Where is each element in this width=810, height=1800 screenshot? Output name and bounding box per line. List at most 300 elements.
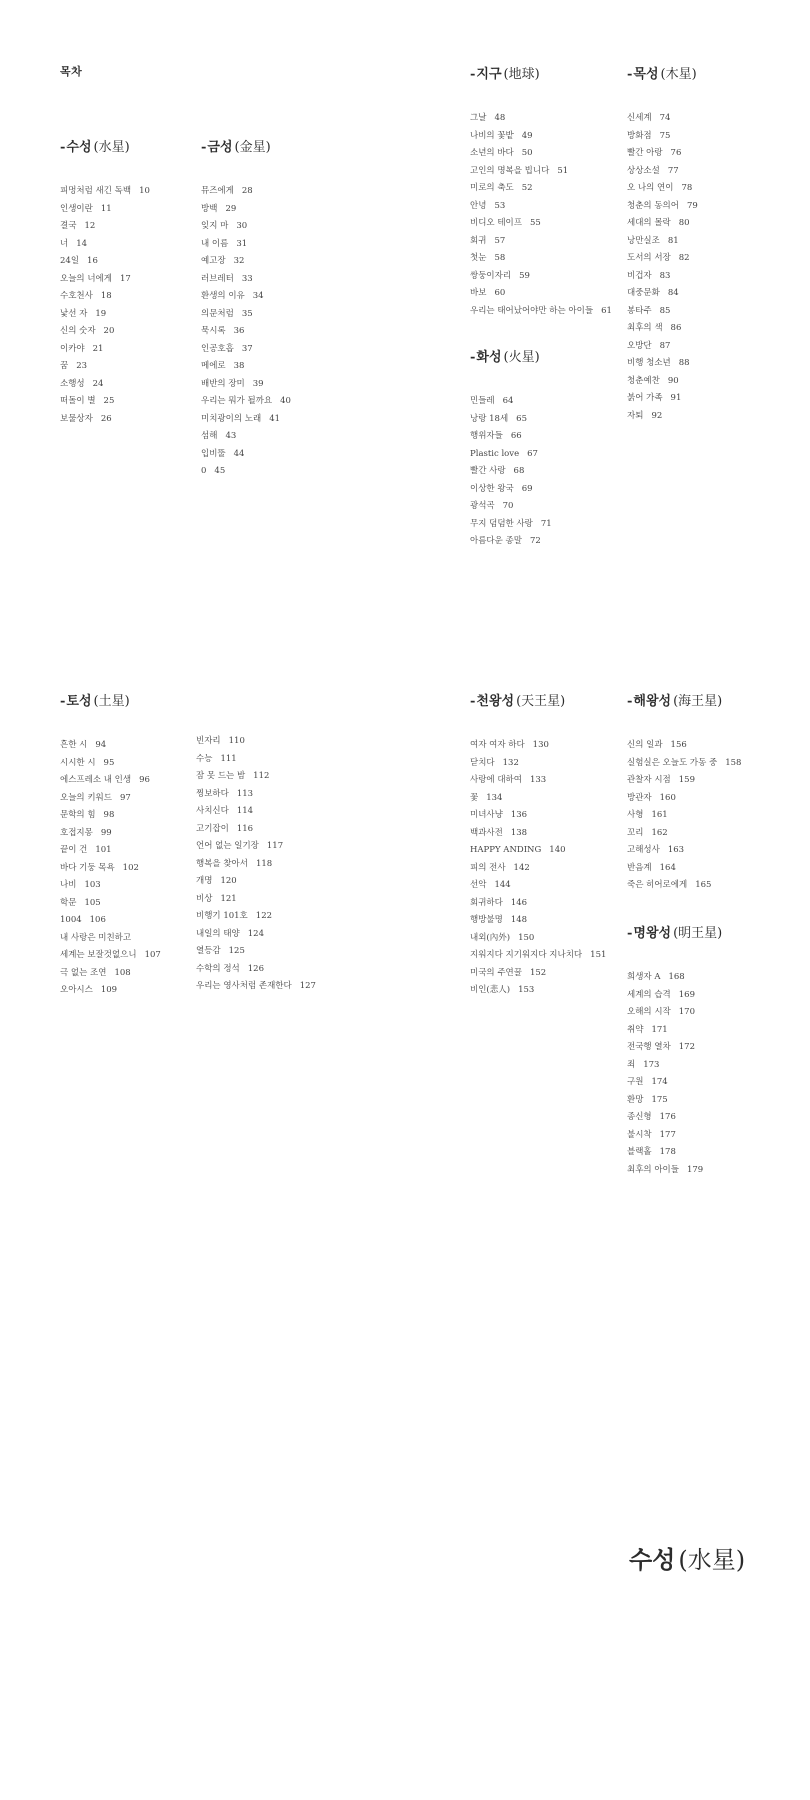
toc-entry-title: 행위자들 <box>470 431 503 441</box>
toc-entry-page: 101 <box>95 845 112 855</box>
section-hanja: (海王星) <box>673 694 723 709</box>
toc-entry-title: 예고장 <box>201 256 226 266</box>
toc-entry-title: 선악 <box>470 880 487 890</box>
toc-entry <box>627 233 698 251</box>
section-dash: - <box>627 926 633 941</box>
toc-entry-page: 175 <box>651 1094 668 1105</box>
toc-entry <box>201 218 291 236</box>
toc-entry <box>60 807 161 825</box>
toc-entry-page: 150 <box>518 932 535 943</box>
section-hanja: (天王星) <box>516 694 566 709</box>
toc-entry <box>627 198 698 216</box>
section-name: 수성 <box>66 140 92 155</box>
toc-entry <box>470 128 612 146</box>
toc-entry <box>60 341 150 359</box>
toc-entry-title: 인공호흡 <box>201 343 234 354</box>
toc-entry-title: 봉타주 <box>627 305 652 316</box>
toc-entry <box>627 755 741 773</box>
toc-entry-page: 28 <box>241 186 253 196</box>
toc-entry <box>470 180 612 198</box>
toc-entry-page: 40 <box>280 396 291 406</box>
toc-entry <box>60 376 150 394</box>
toc-entry-title: 미녀사냥 <box>470 810 503 820</box>
toc-entry <box>627 180 698 198</box>
toc-entry <box>470 533 552 551</box>
toc-entry <box>470 163 612 181</box>
toc-entry <box>201 271 291 289</box>
toc-entry-page: 126 <box>247 963 264 974</box>
toc-entry <box>470 842 606 860</box>
section-dash: - <box>201 140 207 155</box>
toc-entry <box>60 790 161 808</box>
toc-list <box>201 183 291 481</box>
toc-entry-page: 177 <box>659 1129 676 1140</box>
toc-entry-page: 140 <box>549 845 566 855</box>
toc-entry <box>201 288 291 306</box>
toc-entry-page: 74 <box>659 113 671 123</box>
toc-entry-page: 85 <box>659 305 671 316</box>
toc-entry-title: 붉어 가족 <box>627 393 663 403</box>
toc-entry-page: 164 <box>659 862 676 873</box>
toc-entry-page: 21 <box>92 343 104 354</box>
toc-entry-page: 87 <box>659 340 671 351</box>
toc-entry-page: 176 <box>659 1112 676 1122</box>
toc-entry-title: 호접지몽 <box>60 827 93 838</box>
toc-entry-page: 130 <box>532 740 549 750</box>
toc-entry <box>627 772 741 790</box>
section-suseong <box>60 136 150 428</box>
toc-entry-page: 125 <box>228 946 245 956</box>
toc-entry <box>470 755 606 773</box>
section-header <box>470 63 612 82</box>
toc-entry <box>627 1144 722 1162</box>
section-hanja: (金星) <box>234 140 271 155</box>
toc-entry-page: 156 <box>670 740 687 750</box>
toc-entry <box>201 411 291 429</box>
toc-entry <box>627 285 698 303</box>
toc-entry-title: 내외(內外) <box>470 932 511 943</box>
section-name: 토성 <box>66 694 92 709</box>
toc-entry-page: 17 <box>119 273 131 284</box>
section-name: 명왕성 <box>633 926 672 941</box>
toc-entry-page: 33 <box>241 273 253 284</box>
toc-entry-page: 82 <box>678 253 690 263</box>
toc-entry <box>470 737 606 755</box>
toc-entry-page: 59 <box>519 270 530 281</box>
toc-entry <box>627 1162 722 1180</box>
toc-entry-title: 환생의 이유 <box>201 291 245 301</box>
toc-entry-page: 48 <box>494 113 506 123</box>
toc-entry <box>627 338 698 356</box>
toc-entry <box>470 110 612 128</box>
toc-entry <box>60 218 150 236</box>
toc-entry-page: 106 <box>89 915 106 925</box>
toc-entry-page: 78 <box>681 183 693 193</box>
toc-entry-title: 시시한 시 <box>60 757 96 768</box>
toc-entry <box>627 969 722 987</box>
toc-entry-title: 오늘의 너에게 <box>60 273 112 284</box>
toc-entry-page: 158 <box>725 757 742 768</box>
toc-list <box>196 733 316 996</box>
toc-entry-title: 이상한 왕국 <box>470 483 514 494</box>
toc-list <box>627 737 741 895</box>
toc-entry <box>470 268 612 286</box>
toc-entry-page: 99 <box>100 827 112 838</box>
toc-entry <box>60 912 161 930</box>
toc-entry-page: 179 <box>686 1164 704 1175</box>
toc-entry <box>470 807 606 825</box>
toc-entry-title: 입비뚤 <box>201 448 226 459</box>
toc-entry <box>196 926 316 944</box>
toc-entry-title: 실험실은 오늘도 가동 중 <box>627 757 718 768</box>
toc-entry <box>196 856 316 874</box>
toc-entry-title: 청춘예찬 <box>627 375 660 386</box>
toc-entry-title: 무지 덤덤한 사랑 <box>470 518 533 529</box>
toc-entry-title: 의문처럼 <box>201 308 234 319</box>
toc-entry <box>60 358 150 376</box>
toc-entry-page: 133 <box>529 775 547 785</box>
toc-entry-page: 79 <box>686 200 698 211</box>
toc-entry-page: 159 <box>678 775 695 785</box>
toc-entry-page: 92 <box>651 410 663 421</box>
section-hanja: (火星) <box>503 350 540 365</box>
toc-entry-title: 내 사랑은 미친하고 <box>60 932 132 943</box>
toc-entry-title: 죽은 히어로에게 <box>627 880 688 890</box>
toc-entry <box>196 803 316 821</box>
toc-entry-title: 찡보하다 <box>196 788 229 799</box>
toc-entry-title: 꽃 <box>470 792 479 803</box>
toc-entry-title: 수학의 정석 <box>196 963 240 974</box>
toc-entry-page: 161 <box>651 810 668 820</box>
toc-entry-page: 18 <box>100 291 112 301</box>
toc-entry <box>470 982 606 1000</box>
section-toseong-continued <box>196 690 316 996</box>
toc-entry <box>470 481 552 499</box>
toc-entry <box>627 825 741 843</box>
toc-entry <box>470 790 606 808</box>
toc-entry-page: 24 <box>92 378 104 389</box>
toc-entry <box>196 908 316 926</box>
toc-entry-title: 사형 <box>627 810 644 820</box>
toc-entry <box>627 320 698 338</box>
toc-entry-page: 60 <box>494 288 506 298</box>
toc-entry <box>201 201 291 219</box>
toc-entry <box>60 860 161 878</box>
toc-entry-page: 26 <box>100 413 112 424</box>
toc-entry-page: 95 <box>103 757 115 768</box>
toc-entry-page: 152 <box>529 967 547 978</box>
toc-entry-title: 수능 <box>196 753 213 764</box>
toc-entry-title: 방관자 <box>627 792 652 803</box>
section-dash: - <box>470 67 476 82</box>
toc-list <box>470 737 606 1000</box>
toc-entry <box>60 947 161 965</box>
toc-entry-title: 세대의 몰락 <box>627 218 671 228</box>
toc-entry-page: 39 <box>252 378 264 389</box>
toc-entry-page: 52 <box>521 183 533 193</box>
toc-entry-page: 32 <box>233 256 245 266</box>
toc-entry <box>196 978 316 996</box>
toc-entry-title: 구원 <box>627 1077 644 1087</box>
toc-entry <box>201 446 291 464</box>
toc-entry-page: 109 <box>100 985 118 995</box>
toc-entry-title: 0 <box>201 466 207 476</box>
section-header <box>627 922 722 941</box>
toc-entry <box>196 821 316 839</box>
toc-entry <box>60 183 150 201</box>
toc-entry-title: 도서의 서장 <box>627 253 671 263</box>
toc-entry-title: 비행기 101호 <box>196 911 248 921</box>
toc-entry-page: 121 <box>220 893 237 904</box>
toc-entry-page: 44 <box>233 448 245 459</box>
toc-entry <box>196 768 316 786</box>
section-header <box>60 136 150 155</box>
toc-entry-page: 61 <box>601 305 612 316</box>
toc-entry-title: 열등감 <box>196 946 221 956</box>
toc-entry-page: 178 <box>659 1147 676 1157</box>
toc-entry-page: 38 <box>233 361 245 371</box>
toc-entry <box>627 303 698 321</box>
toc-entry-title: 잊지 마 <box>201 221 229 231</box>
toc-entry <box>470 912 606 930</box>
toc-entry <box>470 233 612 251</box>
toc-entry-page: 34 <box>252 291 264 301</box>
toc-entry <box>60 930 161 948</box>
toc-entry <box>627 355 698 373</box>
toc-entry-title: 상상소설 <box>627 165 660 176</box>
toc-entry <box>60 825 161 843</box>
toc-entry-page: 110 <box>228 736 245 746</box>
toc-entry-title: 첫눈 <box>470 253 487 263</box>
toc-entry-title: 묵시록 <box>201 326 226 336</box>
toc-entry-page: 75 <box>659 130 671 141</box>
toc-entry-title: 세계의 습격 <box>627 989 671 1000</box>
toc-entry-title: 백과사전 <box>470 827 503 838</box>
toc-entry <box>470 965 606 983</box>
toc-entry-page: 165 <box>695 880 712 890</box>
toc-entry <box>627 250 698 268</box>
toc-entry-title: 신의 숫자 <box>60 326 96 336</box>
toc-entry-page: 45 <box>214 466 226 476</box>
toc-entry <box>201 183 291 201</box>
toc-entry-page: 31 <box>236 238 248 249</box>
toc-entry <box>627 877 741 895</box>
toc-entry <box>201 323 291 341</box>
toc-entry-page: 120 <box>220 876 237 886</box>
toc-entry-page: 50 <box>521 148 533 158</box>
toc-entry <box>470 772 606 790</box>
toc-entry-title: 보물상자 <box>60 413 93 424</box>
toc-entry-title: 개명 <box>196 876 213 886</box>
toc-entry <box>470 411 552 429</box>
toc-entry-title: 낯선 자 <box>60 308 88 319</box>
toc-entry-page: 80 <box>678 218 690 228</box>
toc-entry-page: 173 <box>643 1059 660 1070</box>
toc-entry-page: 57 <box>494 235 506 246</box>
toc-entry-title: 미국의 주연꿀 <box>470 967 522 978</box>
section-header <box>470 346 552 365</box>
toc-entry <box>60 236 150 254</box>
toc-entry-page: 69 <box>521 483 533 494</box>
section-hanja: (土星) <box>93 694 130 709</box>
toc-entry-title: 흔한 시 <box>60 740 88 750</box>
toc-entry-page: 163 <box>667 845 685 855</box>
toc-entry-page: 117 <box>266 841 284 851</box>
toc-entry <box>60 877 161 895</box>
toc-entry-title: 사랑에 대하여 <box>470 775 522 785</box>
toc-entry-title: 학문 <box>60 897 77 908</box>
toc-entry-title: 인생이란 <box>60 203 93 214</box>
toc-entry-page: 169 <box>678 989 695 1000</box>
toc-entry <box>627 408 698 426</box>
toc-entry-title: 방백 <box>201 203 218 214</box>
toc-entry <box>627 1039 722 1057</box>
toc-entry-page: 105 <box>84 897 101 908</box>
toc-entry <box>470 463 552 481</box>
toc-entry-title: 피멍처럼 새긴 독백 <box>60 186 132 196</box>
toc-entry-title: 나비의 꽃밭 <box>470 130 514 141</box>
toc-entry <box>627 987 722 1005</box>
section-header <box>627 690 741 709</box>
toc-entry-page: 19 <box>95 308 107 319</box>
section-name: 천왕성 <box>476 694 515 709</box>
toc-entry-title: 잠 못 드는 밤 <box>196 771 246 781</box>
toc-entry-page: 81 <box>667 235 679 246</box>
page-title: 목차 <box>60 65 83 78</box>
toc-entry-page: 36 <box>233 326 245 336</box>
toc-entry-title: 꿈 <box>60 361 69 371</box>
toc-entry-title: 블랙홀 <box>627 1147 652 1157</box>
toc-entry <box>60 393 150 411</box>
toc-entry <box>60 288 150 306</box>
toc-entry <box>60 411 150 429</box>
toc-entry-title: 방화점 <box>627 130 652 141</box>
section-jigu <box>470 63 612 320</box>
toc-entry <box>470 250 612 268</box>
toc-entry-title: 희생자 A <box>627 972 661 982</box>
toc-entry-title: 신세계 <box>627 113 652 123</box>
toc-entry-title: 결국 <box>60 221 77 231</box>
toc-entry <box>627 373 698 391</box>
toc-entry-page: 118 <box>255 858 273 869</box>
toc-entry <box>60 842 161 860</box>
toc-entry-page: 108 <box>114 967 131 978</box>
toc-entry-page: 66 <box>510 431 522 441</box>
toc-entry-page: 144 <box>494 880 511 890</box>
toc-entry <box>627 390 698 408</box>
toc-entry-page: 113 <box>236 788 254 799</box>
toc-entry-page: 55 <box>529 218 541 228</box>
toc-entry-page: 90 <box>667 375 679 386</box>
section-myeongwangseong <box>627 922 722 1179</box>
toc-entry-title: 대중문화 <box>627 288 660 298</box>
toc-entry-title: 비겁자 <box>627 270 652 281</box>
toc-entry-title: 민들레 <box>470 396 495 406</box>
toc-entry-title: 관찰자 시점 <box>627 775 671 785</box>
toc-entry-page: 84 <box>667 288 679 298</box>
toc-entry <box>470 215 612 233</box>
toc-entry-page: 51 <box>557 165 569 176</box>
toc-entry <box>470 393 552 411</box>
toc-entry <box>201 236 291 254</box>
toc-entry-page: 72 <box>529 536 541 546</box>
toc-entry-page: 29 <box>225 203 237 214</box>
toc-entry-page: 153 <box>518 985 535 995</box>
toc-entry <box>627 1092 722 1110</box>
toc-entry-title: 청춘의 동의어 <box>627 200 679 211</box>
toc-entry-title: 오늘의 키워드 <box>60 792 112 803</box>
toc-entry <box>470 930 606 948</box>
section-dash: - <box>627 694 633 709</box>
toc-entry-title: 내 이름 <box>201 238 229 249</box>
toc-entry-page: 132 <box>502 757 519 768</box>
toc-entry-title: 소행성 <box>60 378 85 389</box>
toc-entry <box>627 1074 722 1092</box>
toc-entry-title: 낭만실조 <box>627 235 660 246</box>
toc-list <box>60 737 161 1000</box>
toc-entry-page: 76 <box>670 148 682 158</box>
toc-entry-page: 68 <box>513 466 525 476</box>
section-toseong <box>60 690 161 1000</box>
section-cheonwangseong <box>470 690 606 1000</box>
toc-entry <box>627 1057 722 1075</box>
toc-entry-page: 134 <box>486 792 503 803</box>
toc-entry <box>201 428 291 446</box>
toc-entry <box>201 341 291 359</box>
toc-entry-page: 25 <box>103 396 115 406</box>
toc-entry <box>196 786 316 804</box>
toc-entry-title: 지워지다 지기워지다 지나치다 <box>470 950 583 960</box>
toc-entry <box>196 733 316 751</box>
toc-entry <box>60 323 150 341</box>
section-name: 금성 <box>207 140 233 155</box>
toc-entry <box>60 201 150 219</box>
toc-entry-title: 러브레터 <box>201 273 234 284</box>
toc-entry-title: 자퇴 <box>627 410 644 421</box>
toc-entry-title: 여자 여자 하다 <box>470 740 525 750</box>
toc-entry-title: 섬해 <box>201 431 218 441</box>
toc-entry <box>470 285 612 303</box>
toc-entry <box>60 982 161 1000</box>
toc-entry-title: 행복을 찾아서 <box>196 858 248 869</box>
section-dash: - <box>470 350 476 365</box>
toc-entry-title: 우리는 태어났어야만 하는 아이들 <box>470 305 594 316</box>
toc-entry-title: 빨간 아랑 <box>627 148 663 158</box>
section-header <box>201 136 291 155</box>
toc-entry <box>201 463 291 481</box>
toc-entry-page: 122 <box>255 911 273 921</box>
toc-entry-page: 49 <box>521 130 533 141</box>
toc-entry-page: 172 <box>678 1042 695 1052</box>
toc-entry-title: 전국행 열차 <box>627 1042 671 1052</box>
section-haewangseong <box>627 690 741 895</box>
toc-entry-title: 반음계 <box>627 862 652 873</box>
toc-entry-title: 1004 <box>60 915 82 925</box>
toc-entry <box>196 891 316 909</box>
toc-entry <box>201 253 291 271</box>
toc-entry-page: 71 <box>540 518 552 529</box>
toc-entry-title: 고인의 명복을 빕니다 <box>470 165 550 176</box>
toc-entry-title: 취약 <box>627 1024 644 1035</box>
toc-entry-page: 170 <box>678 1007 695 1017</box>
toc-entry-page: 64 <box>502 396 514 406</box>
toc-entry-title: 비행 청소년 <box>627 358 671 368</box>
toc-entry-page: 171 <box>651 1024 668 1035</box>
toc-entry <box>627 1109 722 1127</box>
toc-entry-page: 30 <box>236 221 248 231</box>
toc-entry <box>627 842 741 860</box>
toc-entry-title: 미로의 축도 <box>470 183 514 193</box>
